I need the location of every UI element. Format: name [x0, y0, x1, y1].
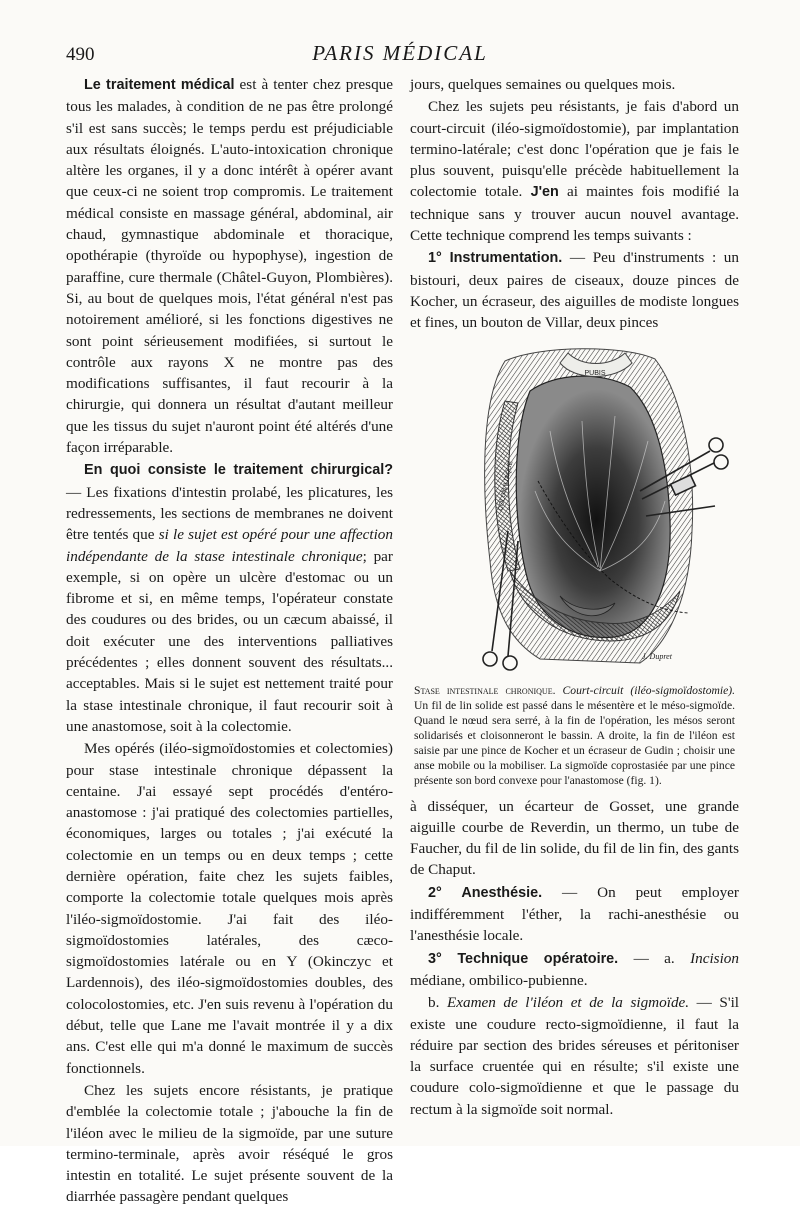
paragraph-operations: Mes opérés (iléo-sigmoïdostomies et colectomies) pour stase intestinale chronique dépassent la centaine. J'ai essayé sept procédés d'entéro-anastomose : j'ai pratiqué des colectomies partielles, économiques, larges ou totales ; j'ai exécuté la colectomie en un temps ou en deux temps ; cette dernière opération, faite chez les sujets faibles, comporte la colectomie totale quelques mois après l'iléo-sigmoïdostomie. J'ai fait des iléo-sigmoïdostomies latérales, des cæco-sigmoïdostomies latérale ou en Y (Okinczyc et Lardennois), des iléo-sigmoïdostomies doubles, des colocolostomies, etc. J'en suis revenu à l'opération du début, telle que Lane me l'avait montrée il y a dix ans. C'est elle qui m'a donné le maximum de succès fonctionnels.: [66, 740, 393, 1077]
paragraph-resistant-subjects: Chez les sujets encore résistants, je pratique d'emblée la colectomie totale ; j'abouche la fin de l'iléon avec le milieu de la sigmoïde, par une suture termino-terminale, après avoir réséqué le gros intestin en totalité. Le sujet présente souvent de la diarrhée passagère pendant quelques: [66, 1081, 393, 1206]
paragraph-continuation: jours, quelques semaines ou quelques mois.: [410, 76, 676, 93]
right-column: [410, 74, 739, 1121]
figure-label-colon: COLON ILIAQUE: [497, 460, 515, 511]
paragraph-examination: b. Examen de l'iléon et de la sigmoïde. — S'il existe une coudure recto-sigmoïdienne, il faut la réduire par section des brides séreuses et péritoniser la surface cruentée qui en résulte; s'il existe une coudure colo-sigmoïdienne et que le passage du rectum à la sigmoïde soit normal.: [410, 994, 740, 1118]
figure-label-pubis: PUBIS: [584, 369, 606, 377]
page-number: 490: [66, 44, 95, 65]
paragraph-instrumentation: 1° Instrumentation. — Peu d'instruments : un bistouri, deux paires de ciseaux, douze pinces de Kocher, un écraseur, des aiguilles de modiste longues et fines, un bouton de Villar, deux pinces: [410, 249, 739, 332]
heading-technique: 3° Technique opératoire.: [428, 950, 619, 967]
paragraph-medical-treatment: Le traitement médical est à tenter chez presque tous les malades, à condition de ne pas être prolongé s'il est sans succès; le temps perdu est préjudiciable aux résultats éloignés. L'auto-intoxication chronique altère les organes, il y a donc intérêt à opérer avant que ceux-ci ne soient trop compromis. Le traitement médical consiste en massage général, abdominal, air chaud, gymnastique abdominale et thoracique, opothérapie (thyroïde ou hypophyse), ingestion de paraffine, cure thermale (Châtel-Guyon, Plombières). Si, au bout de quelques mois, l'état général n'est pas notoirement amélioré, si les fonctions digestives ne sont point sérieusement modifiées, si surtout le contrôle aux rayons X ne montre pas des modifications suffisantes, il faut recourir à la chirurgie, qui donnera un résultat d'autant meilleur que les tissus du sujet n'auront point été altérés d'une façon irréparable.: [66, 76, 393, 457]
left-column: [66, 74, 393, 1209]
paragraph-technique: 3° Technique opératoire. — a. Incision médiane, ombilico-pubienne.: [410, 949, 739, 989]
figure-caption: Stase intestinale chronique. Court-circuit (iléo-sigmoïdostomie). Un fil de lin solide est passé dans le mésentère et le méso-sigmoïde. Quand le nœud sera serré, à la fin de l'opération, les mésos seront solidarisés et cloisonneront le bassin. A droite, la fin de l'iléon est saisie par une pince de Kocher et un écraseur de Gudin ; choisir une anse mobile ou la mobiliser. La sigmoïde coprostasiée par une pince présente son bord convexe pour l'anastomose (fig. 1).: [414, 683, 736, 787]
heading-instrumentation: 1° Instrumentation.: [428, 250, 563, 267]
surgical-illustration: [410, 341, 739, 677]
running-head: PARIS MÉDICAL: [312, 41, 488, 65]
paragraph-anesthesia: 2° Anesthésie. — On peut employer indifféremment l'éther, la rachi-anesthésie ou l'anesthésie locale.: [410, 883, 739, 945]
paragraph-weak-subjects: Chez les sujets peu résistants, je fais d'abord un court-circuit (iléo-sigmoïdostomie), par implantation termino-latérale; c'est donc l'opération que je fais le plus souvent, puisqu'elle précède habituellement la colectomie totale. J'en ai maintes fois modifié la technique sans y trouver aucun nouvel avantage. Cette technique comprend les temps suivants :: [410, 98, 739, 245]
heading-surgical-treatment: En quoi consiste le traitement chirurgical?: [84, 462, 393, 479]
heading-medical-treatment: Le traitement médical: [84, 77, 235, 93]
paragraph-instruments-continued: à disséquer, un écarteur de Gosset, une grande aiguille courbe de Reverdin, un thermo, un tube de Faucher, du fil de lin solide, du fil de lin fin, des gants de Chaput.: [410, 797, 739, 879]
figure-signature: J. Dupret: [642, 651, 672, 661]
heading-anesthesia: 2° Anesthésie.: [428, 884, 543, 901]
paragraph-surgical-treatment: En quoi consiste le traitement chirurgical? — Les fixations d'intestin prolabé, les plicatures, les redressements, les sections de membranes ne doivent être tentés que si le sujet est opéré pour une affection indépendante de la stase intestinale chronique; par exemple, si on opère un ulcère d'estomac ou un fibrome et si, en même temps, l'opérateur constate des coudures ou des brides, ou un cæcum abaissé, il doit exécuter une des interventions palliatives précédentes ; elles donnent souvent des résultats... acceptables. Mais si le sujet est nettement traité pour la stase intestinale chronique, il faut recourir soit à une anastomose, soit à la colectomie.: [66, 462, 393, 735]
